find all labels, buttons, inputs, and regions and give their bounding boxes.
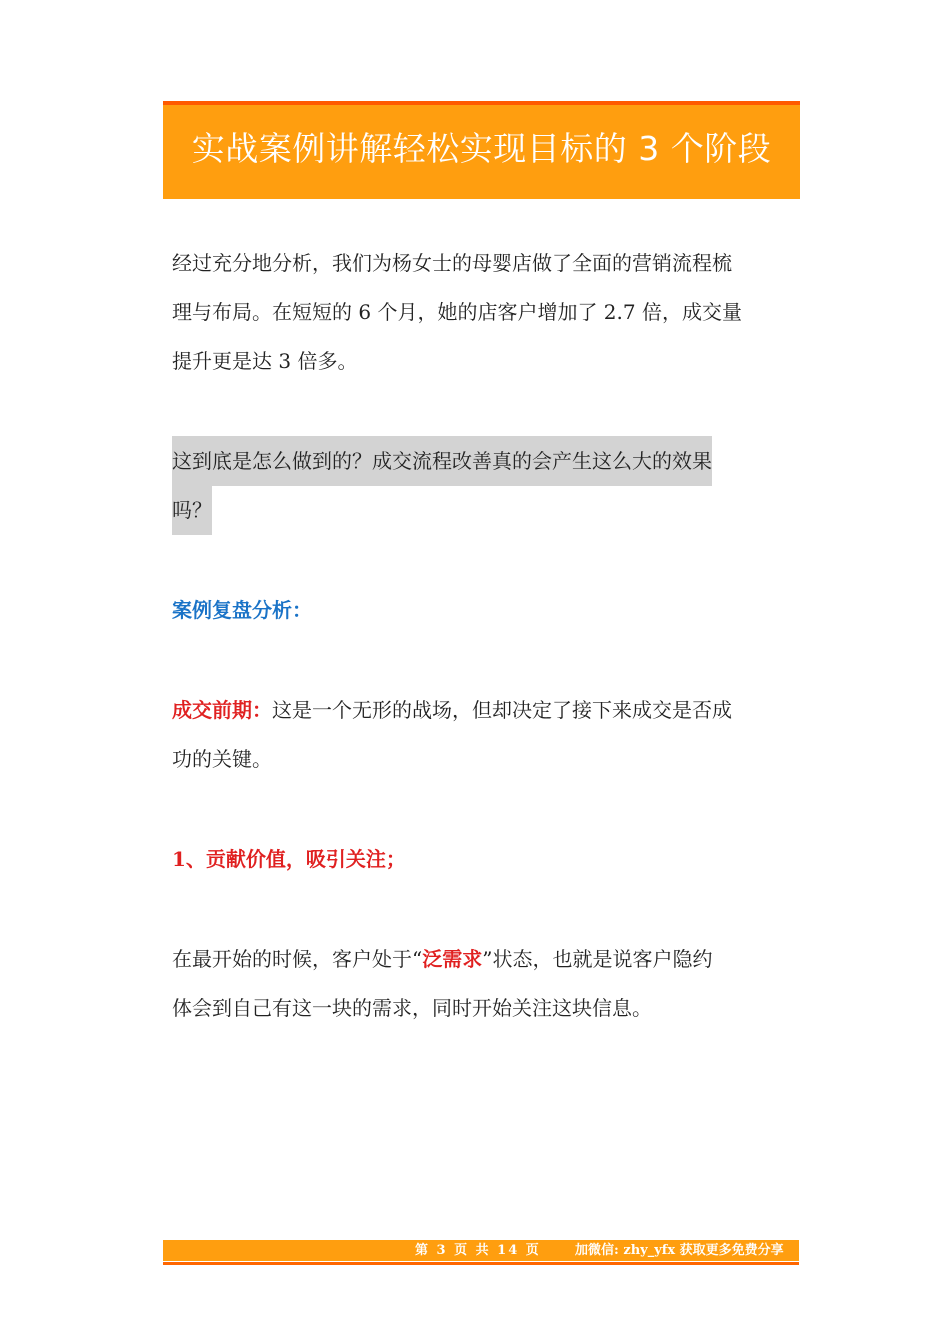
intro-line-2: 理与布局。在短短的 6 个月，她的店客户增加了 2.7 倍，成交量 xyxy=(172,300,742,324)
demand-term: 泛需求 xyxy=(422,947,483,971)
page-title: 实战案例讲解轻松实现目标的 3 个阶段 xyxy=(191,129,772,168)
demand-text-after: ”状态，也就是说客户隐约 xyxy=(482,947,713,971)
step1-heading: 1、贡献价值，吸引关注； xyxy=(172,847,406,871)
intro-line-3: 提升更是达 3 倍多。 xyxy=(172,349,358,373)
demand-text-before: 在最开始的时候，客户处于“ xyxy=(172,947,423,971)
stage-line-1 xyxy=(172,685,797,735)
footer-wechat-note: 加微信: zhy_yfx 获取更多免费分享 xyxy=(575,1243,784,1258)
case-analysis-heading: 案例复盘分析： xyxy=(172,598,312,622)
demand-line-1 xyxy=(172,934,797,984)
title-banner xyxy=(163,101,800,199)
stage-line-2: 功的关键。 xyxy=(172,747,272,771)
intro-line-1: 经过充分地分析，我们为杨女士的母婴店做了全面的营销流程梳 xyxy=(172,251,732,275)
stage-text: 这是一个无形的战场，但却决定了接下来成交是否成 xyxy=(272,698,732,722)
page-number: 第 3 页 共 14 页 xyxy=(415,1243,541,1258)
question-line-1: 这到底是怎么做到的？成交流程改善真的会产生这么大的效果 xyxy=(172,436,712,486)
stage-label: 成交前期： xyxy=(172,698,272,722)
footer-divider xyxy=(163,1262,799,1265)
demand-line-2: 体会到自己有这一块的需求，同时开始关注这块信息。 xyxy=(172,996,652,1020)
question-line-2: 吗？ xyxy=(172,485,212,535)
